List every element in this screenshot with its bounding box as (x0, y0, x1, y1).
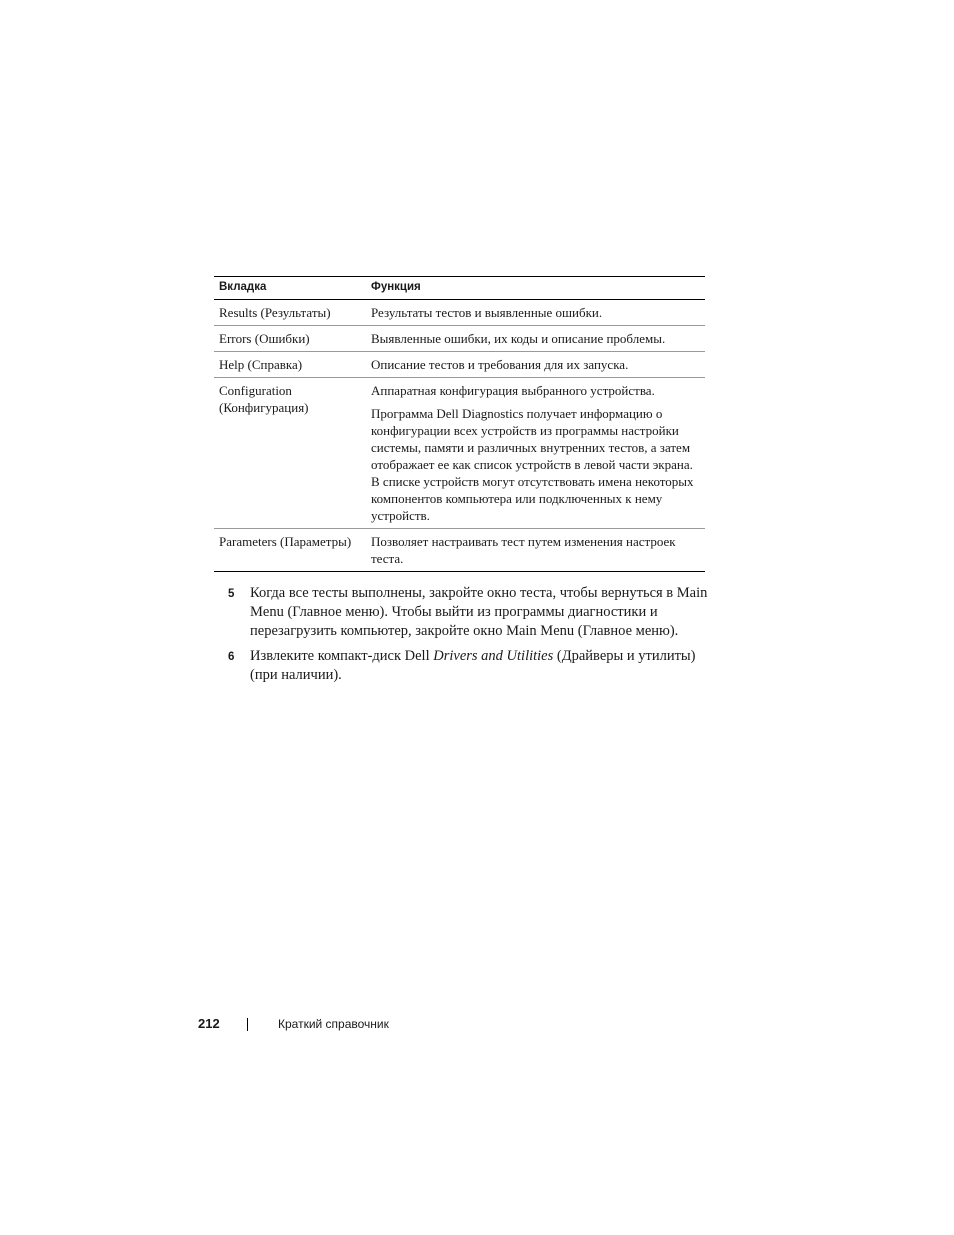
tab-cell: Configuration (Конфигурация) (214, 378, 366, 529)
table-row (214, 326, 705, 352)
function-cell (366, 529, 705, 572)
step-text: Когда все тесты выполнены, закройте окно теста, чтобы вернуться в Main Menu (Главное меню). Чтобы выйти из программы диагностики и перезагрузить компьютер, закройте окно Main Menu (Главное меню). (250, 585, 708, 639)
function-text: Выявленные ошибки, их коды и описание проблемы. (371, 331, 666, 346)
table-header-row (214, 277, 705, 300)
function-cell (366, 378, 705, 529)
tab-cell: Results (Результаты) (214, 300, 366, 326)
tab-cell: Errors (Ошибки) (214, 326, 366, 352)
page-number: 212 (198, 1016, 220, 1031)
function-text: Позволяет настраивать тест путем изменения настроек теста. (371, 534, 676, 566)
tab-cell: Help (Справка) (214, 352, 366, 378)
header-function: Функция (366, 277, 705, 300)
tab-cell: Parameters (Параметры) (219, 534, 352, 549)
function-cell (366, 352, 705, 378)
table-row (214, 300, 705, 326)
steps-list (228, 584, 718, 691)
step-number: 5 (228, 588, 235, 600)
footer-divider (247, 1018, 248, 1031)
table-row (214, 378, 705, 529)
step-text-italic: Drivers and Utilities (433, 648, 554, 664)
footer-title: Краткий справочник (278, 1017, 389, 1031)
function-text: Программа Dell Diagnostics получает информацию о конфигурации всех устройств из программы настройки системы, памяти и различных внутренних тестов, а затем отображает ее как список устройств в левой части экрана. В списке устройств могут отсутствовать имена некоторых компонентов компьютера или подключенных к нему устройств. (371, 406, 694, 523)
function-cell (366, 326, 705, 352)
step-number: 6 (228, 651, 235, 663)
function-table (214, 276, 705, 572)
function-text: Аппаратная конфигурация выбранного устройства. (371, 383, 655, 398)
function-text: Результаты тестов и выявленные ошибки. (371, 305, 603, 320)
function-text: Описание тестов и требования для их запуска. (371, 357, 629, 372)
table-row (214, 352, 705, 378)
step-item (228, 647, 718, 685)
function-cell (366, 300, 705, 326)
table-row (214, 529, 705, 572)
header-tab: Вкладка (214, 277, 366, 300)
step-text-before: Извлеките компакт-диск Dell (250, 648, 434, 664)
step-text-after: (Драйверы и утилиты) (при наличии). (250, 648, 696, 683)
step-item (228, 584, 718, 641)
